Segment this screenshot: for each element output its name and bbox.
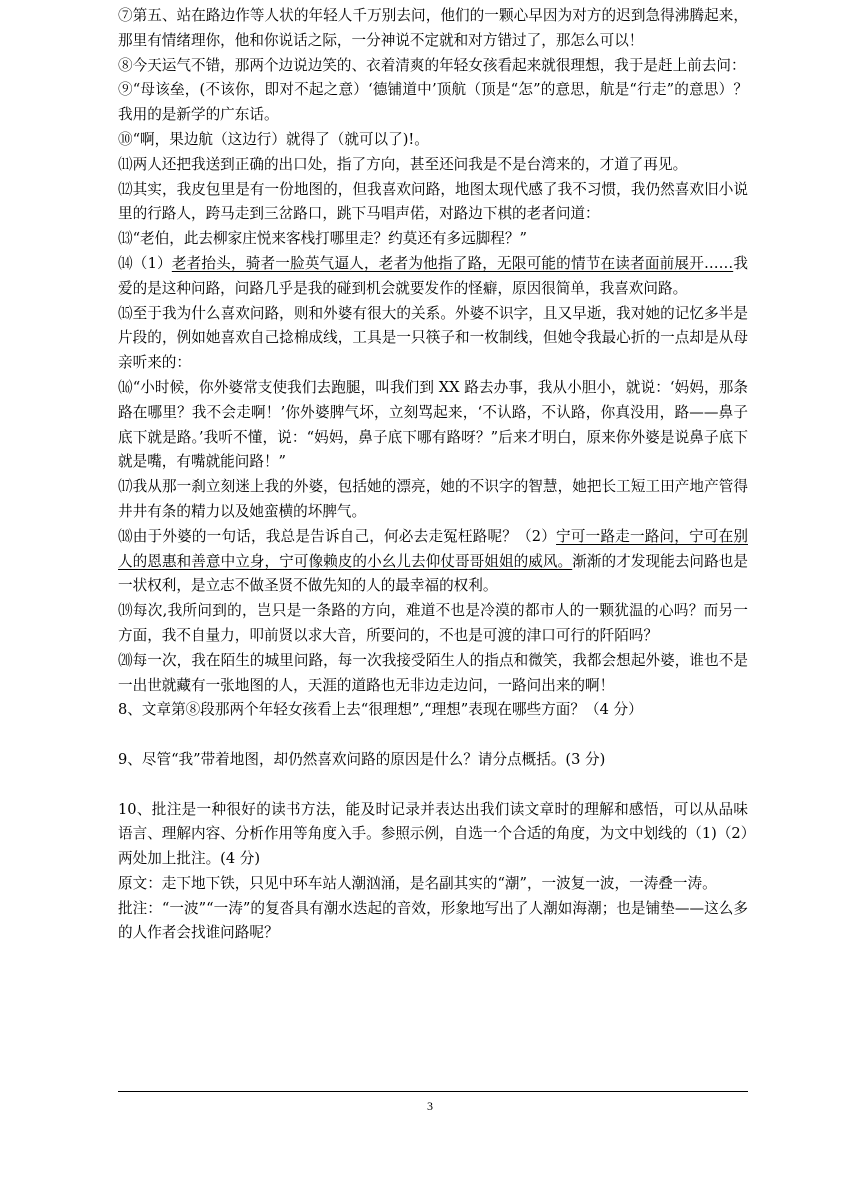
paragraph-19: ⒆每次,我所问到的，岂只是一条路的方向，难道不也是冷漠的都市人的一颗犹温的心吗？而另一方面，我不自量力，叩前贤以求大音，所要问的，不也是可渡的津口可行的阡陌吗？ <box>118 602 748 644</box>
underlined-passage-1: 老者抬头，骑者一脸英气逼人，老者为他指了路，无限可能的情节在读者面前展开…… <box>171 254 734 272</box>
paragraph-17: ⒄我从那一刹立刻迷上我的外婆，包括她的漂亮，她的不识字的智慧，她把长工短工田产地产管得井井有条的精力以及她蛮横的坏脾气。 <box>118 478 748 520</box>
paragraph-18 <box>118 525 748 599</box>
paragraph-9: ⑨“母该垒，(不该你，即对不起之意）‘德铺道中’顶航（顶是“怎”的意思，航是“行走”的意思）？我用的是新学的广东话。 <box>118 81 748 124</box>
paragraph-10: ⑩“啊，果边航（这边行）就得了（就可以了)!。 <box>118 130 429 148</box>
paragraph-12: ⑿其实，我皮包里是有一份地图的，但我喜欢问路，地图太现代感了我不习惯，我仍然喜欢旧小说里的行路人，跨马走到三岔路口，跳下马唱声偌，对路边下棋的老者问道： <box>118 180 748 223</box>
paragraph-13: ⒀“老伯，此去柳家庄悦来客栈打哪里走？约莫还有多远脚程？” <box>118 230 527 248</box>
paragraph-18-rest: 渐渐的才发现能去问路也是一状权利，是立志不做圣贤不做先知的人的最幸福的权利。 <box>118 552 748 595</box>
question-8: 8、文章第⑧段那两个年轻女孩看上去“很理想”,“理想”表现在哪些方面？（4 分） <box>118 701 643 719</box>
paragraph-14 <box>118 252 748 302</box>
example-original: 原文：走下地下铁，只见中环车站人潮汹涌，是名副其实的“潮”，一波复一波，一涛叠一涛。 <box>118 874 717 892</box>
answer-space <box>118 773 748 798</box>
paragraph-14-prefix: ⒁（1） <box>118 254 172 272</box>
paragraph-14-rest: 我爱的是这种问路，问路几乎是我的碰到机会就要发作的怪癖，原因很简单，我喜欢问路。 <box>118 254 748 297</box>
paragraph-11: ⑾两人还把我送到正确的出口处，指了方向，甚至还问我是不是台湾来的，才道了再见。 <box>118 155 688 173</box>
paragraph-18-prefix: ⒅由于外婆的一句话，我总是告诉自己，何必去走冤枉路呢？（2） <box>118 527 557 545</box>
paragraph-15: ⒂至于我为什么喜欢问路，则和外婆有很大的关系。外婆不识字，且又早逝，我对她的记忆多半是片段的，例如她喜欢自己捻棉成线，工具是一只筷子和一枚制线，但她令我最心折的一点却是从母亲听来的： <box>118 304 748 372</box>
document-body <box>118 4 748 946</box>
page-number: 3 <box>427 1099 433 1113</box>
underlined-passage-2: 宁可一路走一路问，宁可在别人的恩惠和善意中立身，宁可像赖皮的小幺儿去仰仗哥哥姐姐的威风。 <box>118 527 748 570</box>
paragraph-20: ⒇每一次，我在陌生的城里问路，每一次我接受陌生人的指点和微笑，我都会想起外婆，谁也不是一出世就藏有一张地图的人，天涯的道路也无非边走边问，一路问出来的啊！ <box>118 651 748 694</box>
paragraph-7: ⑦第五、站在路边作等人状的年轻人千万别去问，他们的一颗心早因为对方的迟到急得沸腾起来，那里有情绪理你，他和你说话之际，一分神说不定就和对方错过了，那怎么可以！ <box>118 7 748 49</box>
paragraph-16: ⒃“小时候，你外婆常支使我们去跑腿，叫我们到 XX 路去办事，我从小胆小，就说：‘妈妈，那条路在哪里？我不会走啊！’你外婆脾气坏，立刻骂起来，‘不认路，不认路，你真没用，路——鼻子底下就是路。’我听不懂，说：“妈妈，鼻子底下哪有路呀？”后来才明白，原来你外婆是说鼻子底下就是嘴，有嘴就能问路！” <box>118 378 748 471</box>
question-10: 10、批注是一种很好的读书方法，能及时记录并表达出我们读文章时的理解和感悟，可以从品味语言、理解内容、分析作用等角度入手。参照示例，自选一个合适的角度，为文中划线的（1)（2）两处加上批注。(4 分) <box>118 800 748 868</box>
example-annotation: 批注：“一波”“一涛”的复沓具有潮水迭起的音效，形象地写出了人潮如海潮；也是铺垫——这么多的人作者会找谁问路呢？ <box>118 899 748 942</box>
footer-rule <box>118 1091 748 1092</box>
answer-space <box>118 723 748 748</box>
paragraph-8: ⑧今天运气不错，那两个边说边笑的、衣着清爽的年轻女孩看起来就很理想，我于是赶上前去问： <box>118 56 746 74</box>
question-9: 9、尽管“我”带着地图，却仍然喜欢问路的原因是什么？请分点概括。(3 分) <box>118 750 606 768</box>
